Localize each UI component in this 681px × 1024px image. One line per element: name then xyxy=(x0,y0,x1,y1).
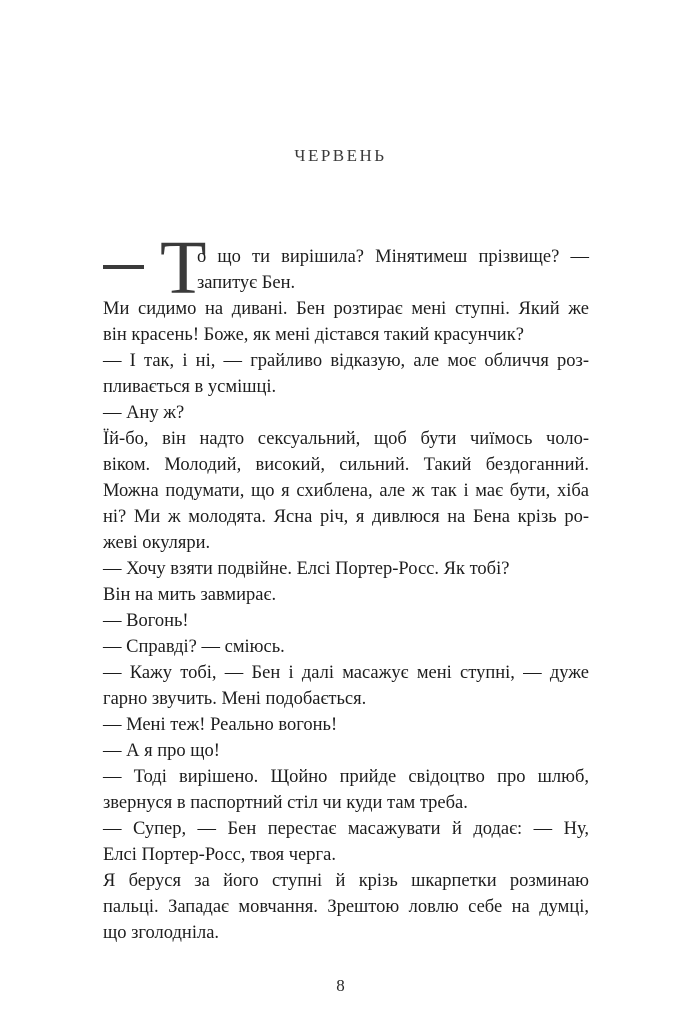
text-line: жеві окуляри. xyxy=(103,533,211,553)
text-line: — Справді? — сміюсь. xyxy=(103,637,285,657)
text-line: гарно звучить. Мені подобається. xyxy=(103,689,367,709)
text-line: о що ти вирішила? Мінятимеш прізвище? — xyxy=(197,247,589,267)
text-line: — І так, і ні, — грайливо відказую, але моє обличчя роз- xyxy=(103,351,589,371)
page-number: 8 xyxy=(336,976,345,995)
text-line: — Вогонь! xyxy=(103,611,189,631)
text-line: — Тоді вирішено. Щойно прийде свідоцтво про шлюб, xyxy=(103,767,589,787)
text-line: пальці. Западає мовчання. Зрештою ловлю себе на думці, xyxy=(103,897,589,917)
text-line: звернуся в паспортний стіл чи куди там треба. xyxy=(103,793,468,813)
text-line: він красень! Боже, як мені дістався такий красунчик? xyxy=(103,325,524,345)
chapter-title: ЧЕРВЕНЬ xyxy=(294,146,387,165)
text-line: Я беруся за його ступні й крізь шкарпетки розминаю xyxy=(103,871,589,891)
text-line: запитує Бен. xyxy=(197,273,296,293)
text-line: — Кажу тобі, — Бен і далі масажує мені ступні, — дуже xyxy=(103,663,589,683)
dropcap-dash xyxy=(103,265,144,269)
dropcap-letter: Т xyxy=(160,226,207,310)
text-line: що зголодніла. xyxy=(103,923,220,943)
text-line: — Супер, — Бен перестає масажувати й додає: — Ну, xyxy=(103,819,589,839)
text-line: Він на мить завмирає. xyxy=(103,585,277,605)
text-line: ні? Ми ж молодята. Ясна річ, я дивлюся на Бена крізь ро- xyxy=(103,507,589,527)
text-line: Їй-бо, він надто сексуальний, щоб бути чиїмось чоло- xyxy=(103,429,589,449)
text-line: пливається в усмішці. xyxy=(103,377,277,397)
text-line: — А я про що! xyxy=(103,741,220,761)
text-line: — Мені теж! Реально вогонь! xyxy=(103,715,338,735)
text-line: Ми сидимо на дивані. Бен розтирає мені ступні. Який же xyxy=(103,299,589,319)
text-line: Можна подумати, що я схиблена, але ж так і має бути, хіба xyxy=(103,481,589,501)
text-line: віком. Молодий, високий, сильний. Такий бездоганний. xyxy=(103,455,589,475)
text-line: — Ану ж? xyxy=(103,403,185,423)
text-line: Елсі Портер-Росс, твоя черга. xyxy=(103,845,336,865)
text-line: — Хочу взяти подвійне. Елсі Портер-Росс. Як тобі? xyxy=(103,559,510,579)
